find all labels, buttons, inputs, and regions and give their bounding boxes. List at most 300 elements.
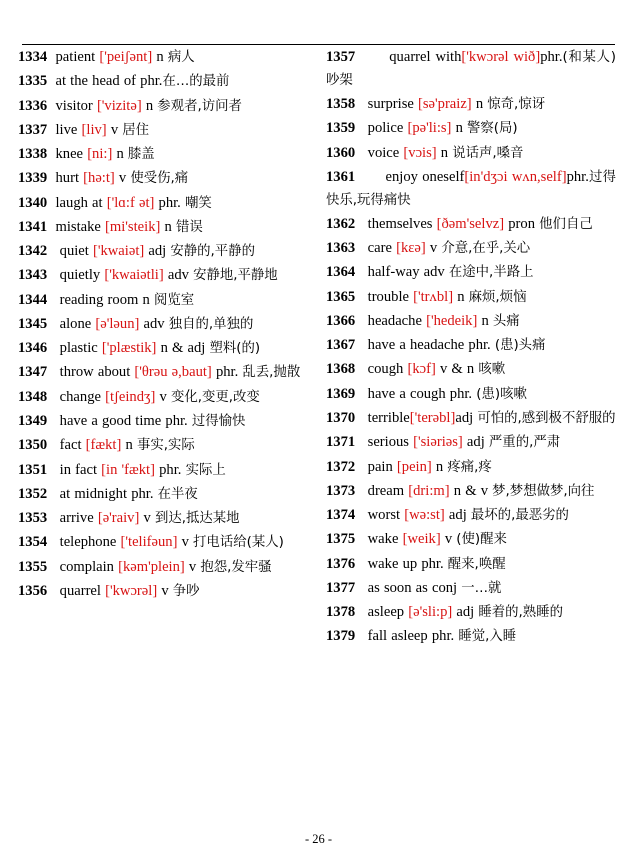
entry-part-of-speech: v: [177, 534, 194, 551]
entry-spacer: [355, 483, 367, 499]
entry-spacer: [355, 264, 367, 280]
entry-term: enjoy oneself: [385, 168, 465, 185]
vocab-entry: [326, 286, 616, 309]
vocab-entry: [326, 456, 616, 479]
entry-part-of-speech: v & n: [435, 361, 479, 378]
entry-number: 1379: [326, 628, 356, 645]
entry-phonetic: ['vizitə]: [96, 97, 142, 114]
entry-number: 1372: [326, 458, 356, 475]
entry-spacer: [47, 486, 59, 502]
entry-phonetic: [in 'fækt]: [101, 461, 155, 478]
entry-number: 1358: [326, 96, 356, 113]
entry-spacer: [355, 145, 367, 161]
entry-spacer: [355, 216, 367, 232]
entry-phonetic: ['terəbl]: [409, 409, 456, 426]
entry-part-of-speech: n: [112, 146, 128, 163]
entry-translation: 过得快乐,玩得痛快: [326, 169, 617, 208]
entry-part-of-speech: phr.: [566, 168, 589, 185]
entry-phonetic: ['plæstik]: [101, 340, 157, 357]
entry-part-of-speech: v: [139, 510, 155, 527]
entry-translation: 居住: [122, 122, 150, 138]
entry-phonetic: ['trʌbl]: [413, 288, 454, 305]
vocab-entry: [18, 289, 308, 312]
entry-translation: 嘲笑: [184, 195, 212, 211]
entry-spacer: [47, 243, 59, 259]
entry-part-of-speech: n: [152, 49, 168, 65]
entry-phonetic: [kəm'plein]: [118, 558, 185, 575]
entry-part-of-speech: n & v: [449, 482, 493, 499]
entry-spacer: [47, 364, 59, 380]
page-number: - 26 -: [304, 832, 333, 846]
entry-spacer: [355, 49, 389, 65]
entry-translation: (患)咳嗽: [476, 386, 527, 402]
entry-spacer: [47, 340, 59, 356]
entry-part-of-speech: phr.: [431, 628, 459, 645]
column-right: [326, 46, 616, 650]
vocab-entry: [326, 407, 616, 430]
entry-spacer: [355, 531, 367, 547]
entry-part-of-speech: n: [477, 312, 493, 329]
entry-phonetic: [liv]: [81, 121, 107, 138]
header-rule: [22, 44, 615, 45]
vocab-entry: [18, 361, 308, 384]
entry-term: arrive: [59, 510, 98, 527]
entry-spacer: [355, 434, 367, 450]
entry-phonetic: [kɛə]: [396, 240, 426, 257]
entry-translation: 在…的最前: [162, 74, 230, 90]
entry-phonetic: [sə'praiz]: [418, 96, 472, 113]
entry-part-of-speech: v: [184, 558, 201, 575]
entry-phonetic: [ðəm'selvz]: [436, 215, 505, 232]
entry-phonetic: ['hedeik]: [426, 312, 478, 329]
entry-term: care: [367, 240, 397, 257]
entry-translation: 实际上: [185, 462, 226, 478]
vocab-entry: [18, 119, 308, 142]
entry-term: reading room: [59, 291, 143, 308]
entry-part-of-speech: v: [114, 170, 131, 187]
vocab-entry: [18, 434, 308, 457]
entry-translation: (和某人)吵架: [326, 50, 616, 88]
entry-part-of-speech: phr.: [421, 555, 448, 572]
entry-term: quietly: [59, 267, 105, 284]
entry-number: 1357: [326, 49, 356, 65]
entry-spacer: [355, 337, 367, 353]
entry-phonetic: [in'dʒɔi wʌn,self]: [464, 168, 567, 185]
vocab-entry: [18, 167, 308, 190]
entry-term: change: [59, 388, 106, 405]
entry-phonetic: [kɔf]: [407, 361, 436, 378]
entry-translation: 事实,实际: [136, 438, 195, 454]
entry-term: wake: [367, 531, 403, 548]
entry-phonetic: [pə'li:s]: [407, 120, 452, 137]
entry-spacer: [355, 120, 367, 136]
entry-number: 1353: [18, 510, 48, 527]
entry-part-of-speech: v: [440, 531, 457, 548]
entry-translation: 最坏的,最恶劣的: [470, 508, 569, 524]
entry-number: 1348: [18, 388, 48, 405]
entry-translation: 安静的,平静的: [170, 244, 255, 260]
vocab-entry: [326, 601, 616, 624]
entry-phonetic: ['kwaiət]: [92, 243, 145, 260]
vocab-entry: [18, 483, 308, 506]
entry-term: plastic: [59, 340, 102, 357]
entry-part-of-speech: n & adj: [156, 340, 210, 357]
entry-spacer: [47, 316, 59, 332]
entry-spacer: [355, 556, 367, 572]
entry-phonetic: ['kwɔrəl]: [105, 582, 158, 599]
vocab-entry: [326, 213, 616, 236]
entry-number: 1366: [326, 312, 356, 329]
entry-term: worst: [367, 507, 405, 524]
entry-part-of-speech: adj: [452, 604, 479, 621]
vocab-entry: [18, 216, 308, 239]
entry-number: 1369: [326, 385, 356, 402]
vocab-entry: [18, 507, 308, 530]
entry-spacer: [355, 240, 367, 256]
entry-term: dream: [367, 482, 409, 499]
entry-translation: 他们自己: [539, 216, 593, 232]
entry-term: headache: [367, 312, 427, 329]
entry-number: 1355: [18, 558, 48, 575]
vocab-entry: [326, 166, 616, 212]
entry-part-of-speech: phr.: [468, 337, 495, 354]
vocab-entry: [326, 142, 616, 165]
entry-term: fact: [59, 437, 86, 454]
entry-spacer: [47, 292, 59, 308]
entry-part-of-speech: n: [453, 288, 469, 305]
entry-translation: 警察(局): [467, 121, 518, 137]
entry-number: 1374: [326, 507, 356, 524]
entry-term: voice: [367, 144, 404, 161]
entry-part-of-speech: phr.: [165, 412, 192, 429]
entry-term: quiet: [59, 243, 93, 260]
entry-phonetic: [wə:st]: [404, 507, 445, 524]
entry-translation: 一…就: [461, 580, 502, 596]
entry-number: 1354: [18, 534, 48, 551]
entry-term: telephone: [59, 534, 121, 551]
entry-number: 1339: [18, 170, 48, 187]
entry-phonetic: ['kwaiətli]: [104, 267, 164, 284]
entry-spacer: [355, 507, 367, 523]
entry-spacer: [47, 267, 59, 283]
entry-number: 1359: [326, 120, 356, 137]
entry-term: mistake: [55, 218, 106, 235]
entry-part-of-speech: phr.: [211, 364, 243, 381]
entry-translation: 在半夜: [157, 486, 198, 502]
vocab-entry: [18, 240, 308, 263]
entry-translation: 过得愉快: [191, 413, 246, 429]
entry-number: 1356: [18, 582, 48, 599]
entry-part-of-speech: v: [155, 388, 171, 405]
entry-term: fall asleep: [367, 628, 432, 645]
entry-part-of-speech: phr.: [449, 385, 477, 402]
entry-term: as soon as: [367, 579, 432, 596]
entry-number: 1363: [326, 240, 356, 257]
vocab-entry: [326, 334, 616, 357]
entry-spacer: [47, 462, 59, 478]
entry-spacer: [355, 96, 367, 112]
entry-part-of-speech: adj: [455, 409, 478, 426]
entry-number: 1345: [18, 315, 48, 332]
entry-spacer: [355, 459, 367, 475]
entry-phonetic: [vɔis]: [403, 144, 437, 161]
entry-number: 1361: [326, 168, 356, 185]
entry-part-of-speech: n: [142, 291, 154, 308]
entry-term: visitor: [55, 97, 97, 114]
vocab-entry: [18, 386, 308, 409]
entry-number: 1360: [326, 144, 356, 161]
entry-number: 1341: [18, 218, 48, 235]
entry-translation: 咳嗽: [478, 362, 506, 378]
entry-phonetic: [hə:t]: [83, 170, 115, 187]
entry-phonetic: [ni:]: [87, 146, 113, 163]
vocab-entry: [18, 70, 308, 93]
vocab-entry: [18, 580, 308, 603]
entry-translation: 独自的,单独的: [168, 316, 254, 332]
entry-part-of-speech: n: [451, 120, 468, 137]
entry-spacer: [355, 289, 367, 305]
entry-term: have a cough: [367, 385, 450, 402]
entry-number: 1351: [18, 461, 48, 478]
vocab-entry: [18, 46, 308, 69]
vocab-entry: [18, 143, 308, 166]
entry-number: 1338: [18, 146, 48, 163]
entry-part-of-speech: adv: [423, 264, 449, 281]
entry-phonetic: [tʃeindʒ]: [105, 388, 156, 405]
entry-number: 1375: [326, 531, 356, 548]
entry-part-of-speech: n: [141, 97, 158, 114]
entry-term: cough: [367, 361, 408, 378]
entry-number: 1370: [326, 409, 356, 426]
entry-term: trouble: [367, 288, 414, 305]
vocab-entry: [18, 337, 308, 360]
entry-number: 1371: [326, 434, 356, 451]
entry-translation: 醒来,唤醒: [447, 556, 506, 572]
entry-number: 1344: [18, 291, 48, 308]
entry-translation: 变化,变更,改变: [170, 389, 260, 405]
vocab-entry: [326, 93, 616, 116]
vocab-entry: [18, 192, 308, 215]
entry-spacer: [355, 386, 367, 402]
entry-translation: 麻烦,烦恼: [468, 289, 527, 305]
entry-number: 1334: [18, 49, 48, 65]
entry-number: 1364: [326, 264, 356, 281]
entry-term: laugh at: [55, 194, 107, 211]
entry-term: hurt: [55, 170, 84, 187]
entry-phonetic: [pein]: [396, 458, 432, 475]
entry-term: knee: [55, 146, 88, 163]
entry-translation: 错误: [175, 219, 203, 235]
entry-translation: 参观者,访问者: [157, 98, 242, 114]
entry-number: 1365: [326, 288, 356, 305]
vocab-entry: [18, 531, 308, 554]
entry-translation: 塑料(的): [209, 341, 261, 357]
entry-number: 1367: [326, 337, 356, 354]
entry-translation: 说话声,嗓音: [452, 145, 524, 161]
entry-phonetic: ['θrəu ə,baut]: [134, 364, 212, 381]
vocab-entry: [18, 95, 308, 118]
entry-part-of-speech: conj: [431, 579, 462, 596]
entry-number: 1343: [18, 267, 48, 284]
entry-part-of-speech: phr.: [131, 485, 158, 502]
entry-spacer: [47, 534, 59, 550]
entry-number: 1342: [18, 243, 48, 260]
entry-translation: 可怕的,感到极不舒服的: [477, 410, 616, 426]
vocab-entry: [326, 625, 616, 648]
entry-number: 1368: [326, 361, 356, 378]
entry-part-of-speech: v: [157, 582, 173, 599]
entry-part-of-speech: pron: [504, 215, 540, 232]
entry-part-of-speech: adv: [163, 267, 194, 284]
two-column-layout: [18, 46, 619, 650]
entry-translation: 惊奇,惊讶: [487, 97, 546, 113]
vocab-entry: [326, 480, 616, 503]
entry-spacer: [355, 169, 385, 185]
entry-translation: 膝盖: [127, 147, 155, 163]
entry-number: 1335: [18, 73, 48, 90]
entry-spacer: [355, 361, 367, 377]
entry-part-of-speech: phr.: [154, 194, 185, 211]
entry-translation: 睡觉,入睡: [458, 629, 517, 645]
entry-number: 1349: [18, 412, 48, 429]
entry-translation: 到达,抵达某地: [154, 511, 240, 527]
entry-phonetic: [ə'sli:p]: [408, 604, 453, 621]
entry-translation: 安静地,平静地: [193, 268, 278, 284]
entry-phonetic: ['kwɔrəl wið]: [461, 49, 541, 65]
entry-spacer: [355, 313, 367, 329]
entry-part-of-speech: adj: [444, 507, 471, 524]
entry-translation: 睡着的,熟睡的: [478, 605, 563, 621]
entry-term: quarrel: [59, 582, 106, 599]
entry-part-of-speech: n: [471, 96, 488, 113]
entry-part-of-speech: n: [436, 144, 453, 161]
entry-term: quarrel with: [389, 49, 462, 65]
entry-spacer: [47, 559, 59, 575]
entry-part-of-speech: v: [106, 121, 123, 138]
vocab-entry: [18, 556, 308, 579]
entry-translation: 在途中,半路上: [448, 265, 534, 281]
entry-phonetic: ['peiʃənt]: [99, 49, 153, 65]
entry-part-of-speech: adv: [139, 315, 169, 332]
entry-phonetic: [ə'ləun]: [95, 315, 140, 332]
entry-number: 1337: [18, 121, 48, 138]
entry-number: 1376: [326, 555, 356, 572]
entry-translation: 病人: [167, 50, 195, 65]
vocab-entry: [326, 383, 616, 406]
entry-number: 1340: [18, 194, 48, 211]
entry-part-of-speech: adj: [462, 434, 489, 451]
entry-translation: 乱丢,抛散: [242, 365, 301, 381]
entry-part-of-speech: n: [160, 218, 176, 235]
entry-part-of-speech: adj: [144, 243, 171, 260]
entry-part-of-speech: phr.: [140, 73, 163, 90]
entry-term: surprise: [367, 96, 418, 113]
entry-phonetic: [dri:m]: [408, 482, 450, 499]
entry-phonetic: ['lɑ:f ət]: [106, 194, 155, 211]
entry-number: 1377: [326, 579, 356, 596]
entry-number: 1362: [326, 215, 356, 232]
vocab-entry: [326, 504, 616, 527]
entry-term: at the head of: [55, 73, 141, 90]
entry-phonetic: ['siəriəs]: [413, 434, 463, 451]
entry-number: 1350: [18, 437, 48, 454]
entry-term: wake up: [367, 555, 422, 572]
vocab-entry: [326, 577, 616, 600]
entry-number: 1373: [326, 482, 356, 499]
entry-spacer: [47, 437, 59, 453]
entry-phonetic: ['telifəun]: [120, 534, 178, 551]
vocab-entry: [326, 117, 616, 140]
vocab-entry: [326, 431, 616, 454]
entry-translation: 抱怨,发牢骚: [200, 559, 272, 575]
entry-translation: 争吵: [172, 583, 200, 599]
entry-translation: 梦,梦想做梦,向往: [492, 483, 595, 499]
entry-number: 1346: [18, 340, 48, 357]
entry-part-of-speech: phr.: [540, 49, 563, 65]
entry-translation: 使受伤,痛: [130, 171, 189, 187]
entry-term: patient: [55, 49, 100, 65]
entry-translation: 严重的,严肃: [488, 435, 561, 451]
vocab-entry: [18, 410, 308, 433]
entry-term: serious: [367, 434, 414, 451]
entry-term: terrible: [367, 409, 410, 426]
vocab-entry: [18, 313, 308, 336]
entry-translation: 阅览室: [153, 292, 195, 308]
vocab-entry: [18, 264, 308, 287]
entry-phonetic: [ə'raiv]: [97, 510, 140, 527]
entry-number: 1378: [326, 604, 356, 621]
entry-term: police: [367, 120, 408, 137]
entry-spacer: [47, 389, 59, 405]
vocab-entry: [326, 553, 616, 576]
entry-term: throw about: [59, 364, 135, 381]
entry-translation: (患)头痛: [494, 338, 546, 354]
entry-part-of-speech: phr.: [154, 461, 186, 478]
entry-term: themselves: [367, 215, 437, 232]
entry-number: 1336: [18, 97, 48, 114]
entry-term: complain: [59, 558, 119, 575]
vocab-entry: [18, 459, 308, 482]
entry-phonetic: [fækt]: [85, 437, 122, 454]
entry-phonetic: [mi'steik]: [105, 218, 161, 235]
entry-term: at midnight: [59, 485, 132, 502]
vocab-entry: [326, 310, 616, 333]
entry-spacer: [47, 413, 59, 429]
entry-term: half-way: [367, 264, 424, 281]
entry-translation: 介意,在乎,关心: [441, 241, 531, 257]
entry-translation: 疼痛,疼: [447, 459, 492, 475]
entry-spacer: [47, 583, 59, 599]
entry-translation: 头痛: [492, 313, 520, 329]
entry-term: have a good time: [59, 412, 166, 429]
vocab-entry: [326, 261, 616, 284]
entry-part-of-speech: n: [121, 437, 137, 454]
column-left: [18, 46, 308, 604]
entry-spacer: [355, 604, 367, 620]
entry-term: in fact: [59, 461, 102, 478]
entry-spacer: [47, 510, 59, 526]
entry-number: 1352: [18, 485, 48, 502]
entry-phonetic: [weik]: [402, 531, 441, 548]
entry-translation: 打电话给(某人): [193, 535, 284, 551]
vocab-entry: [326, 237, 616, 260]
entry-spacer: [355, 628, 367, 644]
entry-term: alone: [59, 315, 96, 332]
entry-spacer: [355, 580, 367, 596]
vocab-entry: [326, 528, 616, 551]
entry-term: have a headache: [367, 337, 469, 354]
vocab-entry: [326, 46, 616, 92]
